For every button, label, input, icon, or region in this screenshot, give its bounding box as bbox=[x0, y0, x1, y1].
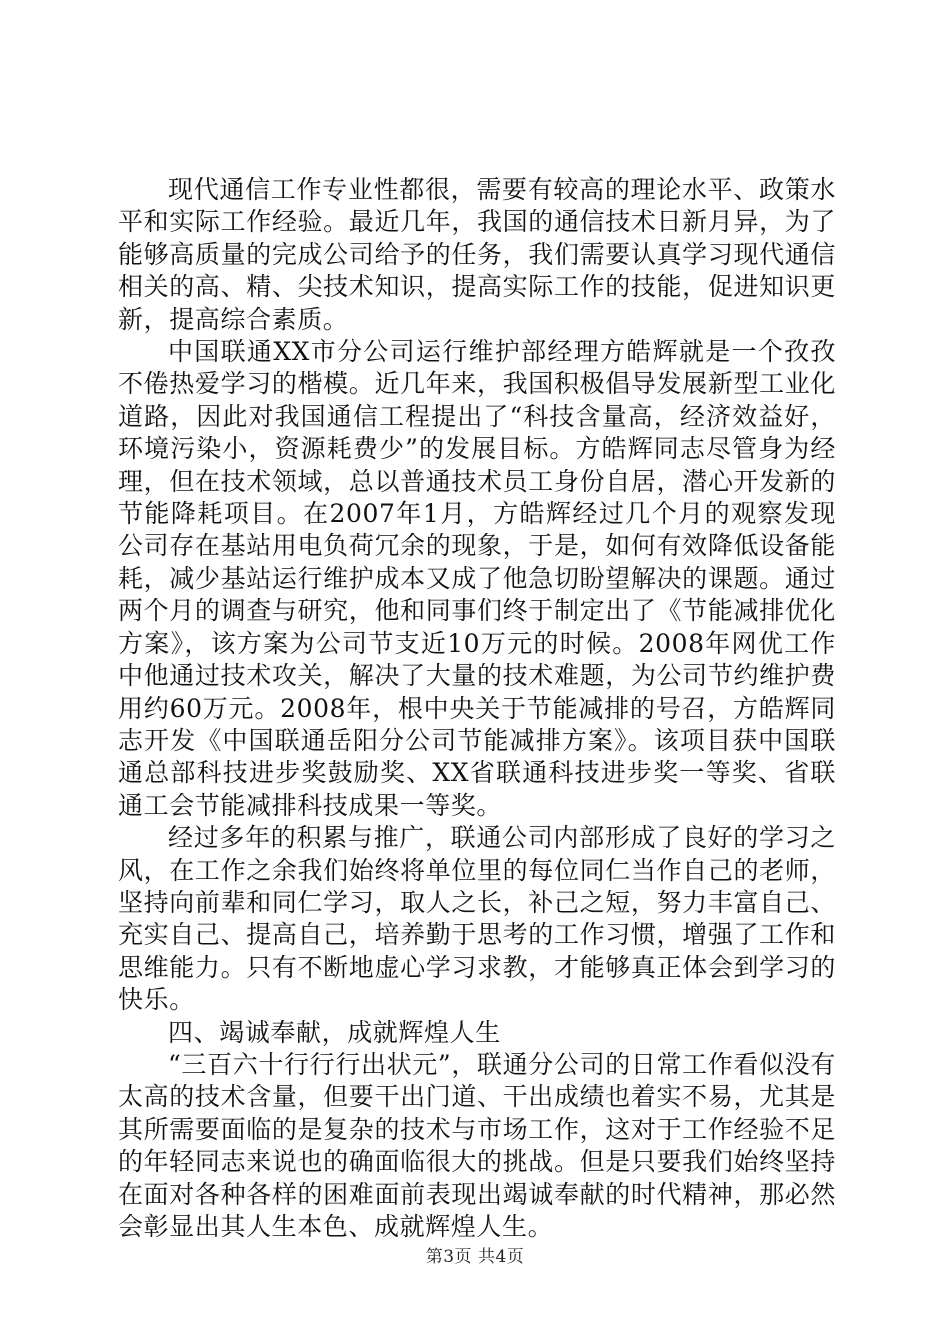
section-heading: 四、竭诚奉献，成就辉煌人生 bbox=[168, 1017, 501, 1047]
page-number-footer: 第3页 共4页 bbox=[425, 1247, 525, 1267]
paragraph-role-model: 中国联通XX市分公司运行维护部经理方皓辉就是一个孜孜不倦热爱学习的楷模。近几年来，我国积极倡导发展新型工业化道路，因此对我国通信工程提出了“科技含量高，经济效益好，环境污染小，资源耗费少”的发展目标。方皓辉同志尽管身为经理，但在技术领域，总以普通技术员工身份自居，潜心开发新的节能降耗项目。在2007年1月，方皓辉经过几个月的观察发现公司存在基站用电负荷冗余的现象，于是，如何有效降低设备能耗，减少基站运行维护成本又成了他急切盼望解决的课题。通过两个月的调查与研究，他和同事们终于制定出了《节能减排优化方案》，该方案为公司节支近10万元的时候。2008年网优工作中他通过技术攻关，解决了大量的技术难题，为公司节约维护费用约60万元。2008年，根中央关于节能减排的号召，方皓辉同志开发《中国联通岳阳分公司节能减排方案》。该项目获中国联通总部科技进步奖鼓励奖、XX省联通科技进步奖一等奖、省联通工会节能减排科技成果一等奖。 bbox=[118, 337, 836, 820]
paragraph-study-importance: 现代通信工作专业性都很，需要有较高的理论水平、政策水平和实际工作经验。最近几年，我国的通信技术日新月异，为了能够高质量的完成公司给予的任务，我们需要认真学习现代通信相关的高、精、尖技术知识，提高实际工作的技能，促进知识更新，提高综合素质。 bbox=[118, 175, 836, 334]
paragraph-learning-culture: 经过多年的积累与推广，联通公司内部形成了良好的学习之风，在工作之余我们始终将单位里的每位同仁当作自己的老师，坚持向前辈和同仁学习，取人之长，补己之短，努力丰富自己、充实自己、提高自己，培养勤于思考的工作习惯，增强了工作和思维能力。只有不断地虚心学习求教，才能够真正体会到学习的快乐。 bbox=[118, 823, 836, 1015]
document-body bbox=[118, 174, 836, 1243]
paragraph-dedication: “三百六十行行行出状元”，联通分公司的日常工作看似没有太高的技术含量，但要干出门道、干出成绩也着实不易，尤其是其所需要面临的是复杂的技术与市场工作，这对于工作经验不足的年轻同志来说也的确面临很大的挑战。但是只要我们始终坚持在面对各种各样的困难面前表现出竭诚奉献的时代精神，那必然会彰显出其人生本色、成就辉煌人生。 bbox=[118, 1049, 836, 1241]
